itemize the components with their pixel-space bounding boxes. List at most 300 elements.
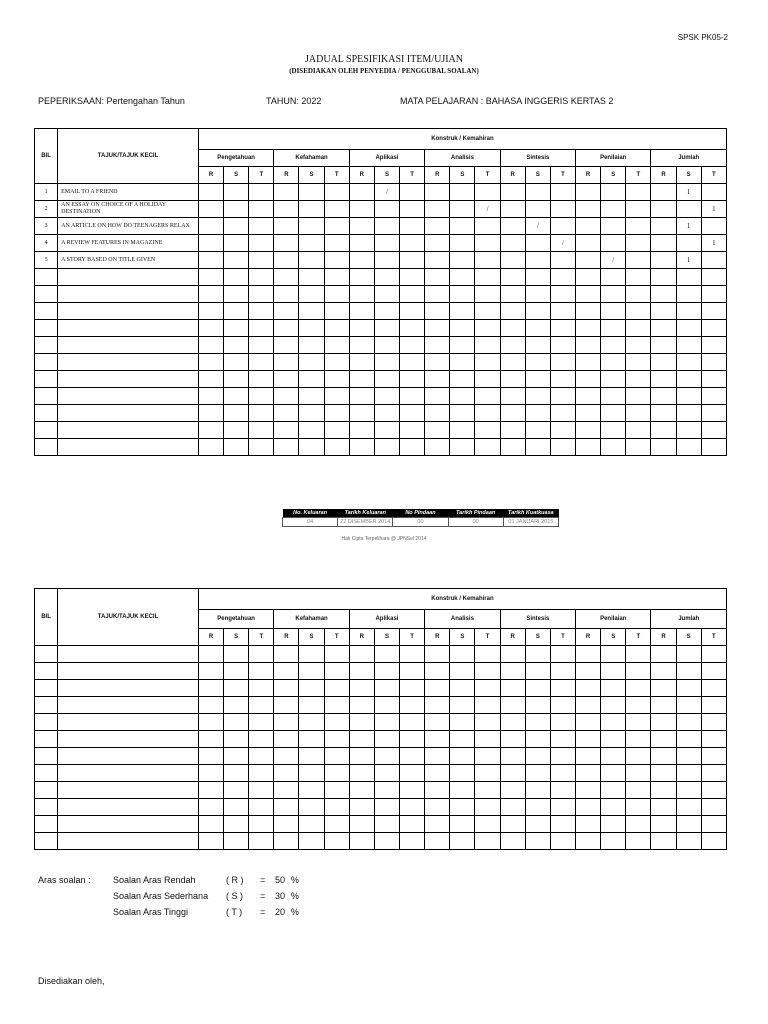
row-mark [601, 646, 626, 663]
row-mark [450, 765, 475, 782]
row-topic: A REVIEW FEATURES IN MAGAZINE [58, 235, 199, 252]
row-mark [425, 218, 450, 235]
row-mark [500, 235, 525, 252]
table-row [35, 697, 727, 714]
row-mark [550, 184, 575, 201]
row-mark [626, 337, 651, 354]
row-mark [425, 697, 450, 714]
row-mark [626, 303, 651, 320]
row-mark [400, 320, 425, 337]
row-mark [400, 646, 425, 663]
revision-header: Tarikh Keluaran [338, 509, 393, 518]
row-mark [550, 714, 575, 731]
row-mark [274, 235, 299, 252]
row-mark [676, 354, 701, 371]
row-mark [550, 833, 575, 850]
row-mark [324, 371, 349, 388]
row-mark [525, 646, 550, 663]
table-row [35, 371, 727, 388]
revision-header: Tarikh Pindaan [448, 509, 503, 518]
row-mark [550, 201, 575, 218]
row-mark [198, 697, 223, 714]
exam-field: PEPERIKSAAN: Pertengahan Tahun [38, 96, 185, 106]
row-topic [58, 269, 199, 286]
row-mark [224, 354, 249, 371]
level-header: S [601, 167, 626, 184]
row-mark [425, 252, 450, 269]
group-header: Analisis [425, 610, 500, 629]
spec-table-1 [34, 128, 727, 456]
table-row [35, 405, 727, 422]
row-mark [601, 303, 626, 320]
row-mark [525, 201, 550, 218]
row-mark [425, 405, 450, 422]
row-mark [550, 697, 575, 714]
row-mark [450, 833, 475, 850]
row-mark [475, 833, 500, 850]
row-mark [701, 663, 726, 680]
row-mark [374, 235, 399, 252]
row-mark [601, 439, 626, 456]
row-mark [425, 320, 450, 337]
row-topic: A STORY BASED ON TITLE GIVEN [58, 252, 199, 269]
row-mark [274, 218, 299, 235]
row-mark [525, 303, 550, 320]
row-mark [500, 782, 525, 799]
row-mark [400, 816, 425, 833]
row-mark [651, 337, 676, 354]
row-mark [349, 439, 374, 456]
row-mark [324, 320, 349, 337]
row-mark [676, 320, 701, 337]
row-mark [676, 235, 701, 252]
level-header: R [274, 167, 299, 184]
row-mark [249, 799, 274, 816]
row-mark [374, 663, 399, 680]
row-mark [224, 697, 249, 714]
row-mark [224, 184, 249, 201]
row-mark [299, 782, 324, 799]
row-mark [475, 748, 500, 765]
level-header: S [374, 629, 399, 646]
level-header: S [676, 167, 701, 184]
level-header: S [224, 629, 249, 646]
row-mark [374, 646, 399, 663]
row-mark [626, 422, 651, 439]
row-mark [626, 646, 651, 663]
row-mark [576, 816, 601, 833]
revision-header-row [283, 509, 559, 518]
row-mark [198, 388, 223, 405]
row-mark [400, 184, 425, 201]
row-mark [550, 748, 575, 765]
row-mark [425, 765, 450, 782]
row-mark [525, 371, 550, 388]
row-topic [58, 371, 199, 388]
row-mark [701, 422, 726, 439]
row-mark [425, 235, 450, 252]
row-topic [58, 388, 199, 405]
table-row [35, 646, 727, 663]
row-mark [475, 303, 500, 320]
row-mark [274, 439, 299, 456]
row-mark [500, 816, 525, 833]
row-mark [349, 816, 374, 833]
row-mark [651, 422, 676, 439]
row-mark [701, 765, 726, 782]
row-mark: 1 [701, 235, 726, 252]
row-mark [576, 354, 601, 371]
row-mark [500, 799, 525, 816]
row-mark [224, 371, 249, 388]
row-mark [576, 422, 601, 439]
row-mark [249, 405, 274, 422]
row-mark [525, 697, 550, 714]
row-mark [324, 252, 349, 269]
row-mark [450, 371, 475, 388]
row-mark [626, 184, 651, 201]
row-mark [324, 201, 349, 218]
row-mark [425, 799, 450, 816]
row-mark [550, 680, 575, 697]
row-mark [525, 731, 550, 748]
row-mark [701, 218, 726, 235]
row-mark [475, 388, 500, 405]
row-mark [374, 799, 399, 816]
row-mark [550, 439, 575, 456]
row-mark [324, 405, 349, 422]
row-mark [550, 799, 575, 816]
row-mark [374, 714, 399, 731]
year-field: TAHUN: 2022 [266, 96, 322, 106]
row-mark [601, 748, 626, 765]
row-number [35, 269, 58, 286]
row-mark [425, 422, 450, 439]
row-mark [576, 201, 601, 218]
row-mark [701, 714, 726, 731]
row-mark [525, 748, 550, 765]
row-mark [198, 782, 223, 799]
row-mark [676, 697, 701, 714]
row-mark [224, 303, 249, 320]
row-topic [58, 765, 199, 782]
row-mark [374, 697, 399, 714]
row-number [35, 439, 58, 456]
row-mark [198, 405, 223, 422]
row-mark [425, 748, 450, 765]
level-header: S [676, 629, 701, 646]
row-number [35, 286, 58, 303]
row-mark [274, 680, 299, 697]
table-row [35, 765, 727, 782]
row-mark [651, 354, 676, 371]
table-row [35, 218, 727, 235]
row-mark: / [475, 201, 500, 218]
row-mark [198, 680, 223, 697]
row-mark [400, 201, 425, 218]
row-mark [626, 782, 651, 799]
level-header: R [500, 629, 525, 646]
row-mark [324, 422, 349, 439]
row-mark [475, 765, 500, 782]
row-mark [525, 252, 550, 269]
row-mark [349, 799, 374, 816]
row-mark [400, 235, 425, 252]
row-mark [676, 337, 701, 354]
row-topic [58, 354, 199, 371]
level-header: T [701, 167, 726, 184]
row-mark [475, 422, 500, 439]
row-mark [626, 320, 651, 337]
level-header: S [224, 167, 249, 184]
row-mark [601, 269, 626, 286]
row-mark [249, 184, 274, 201]
table-header-row [35, 129, 727, 150]
revision-table [282, 509, 559, 527]
row-mark [651, 663, 676, 680]
row-topic [58, 816, 199, 833]
row-mark [249, 422, 274, 439]
row-mark [349, 405, 374, 422]
table-row [35, 201, 727, 218]
row-topic [58, 286, 199, 303]
row-mark [324, 731, 349, 748]
row-mark [701, 748, 726, 765]
row-mark [274, 697, 299, 714]
row-mark [425, 371, 450, 388]
row-mark [601, 337, 626, 354]
row-topic: EMAIL TO A FRIEND [58, 184, 199, 201]
row-topic [58, 714, 199, 731]
row-mark [198, 354, 223, 371]
row-mark [500, 405, 525, 422]
row-mark [576, 405, 601, 422]
row-mark [626, 816, 651, 833]
row-mark [475, 184, 500, 201]
row-mark [450, 184, 475, 201]
row-topic [58, 731, 199, 748]
row-mark [224, 201, 249, 218]
row-number [35, 833, 58, 850]
row-mark [400, 782, 425, 799]
row-mark [299, 303, 324, 320]
row-mark [324, 748, 349, 765]
row-mark [374, 748, 399, 765]
row-mark [249, 765, 274, 782]
document-subtitle: (DISEDIAKAN OLEH PENYEDIA / PENGGUBAL SOALAN) [289, 67, 479, 75]
group-header: Aplikasi [349, 150, 424, 167]
level-header: R [576, 167, 601, 184]
table-row [35, 286, 727, 303]
row-mark [676, 422, 701, 439]
row-mark [374, 405, 399, 422]
row-mark [400, 697, 425, 714]
row-mark [324, 816, 349, 833]
row-mark [676, 439, 701, 456]
row-mark [324, 269, 349, 286]
row-mark [676, 714, 701, 731]
row-mark [651, 184, 676, 201]
row-mark [349, 422, 374, 439]
row-mark [249, 218, 274, 235]
row-mark [198, 286, 223, 303]
row-mark [475, 799, 500, 816]
row-mark [576, 714, 601, 731]
revision-header: No Pindaan [393, 509, 448, 518]
bil-header: BIL [35, 589, 58, 646]
row-number [35, 303, 58, 320]
row-mark [651, 697, 676, 714]
row-mark [374, 201, 399, 218]
row-topic [58, 833, 199, 850]
row-mark [425, 663, 450, 680]
row-mark [349, 714, 374, 731]
row-mark [274, 765, 299, 782]
row-mark [601, 218, 626, 235]
row-mark [249, 646, 274, 663]
row-mark [374, 731, 399, 748]
row-mark [576, 680, 601, 697]
row-mark [425, 354, 450, 371]
aras-equals: = [260, 907, 266, 917]
row-mark [450, 269, 475, 286]
level-header: T [324, 167, 349, 184]
row-mark [425, 816, 450, 833]
level-header: T [550, 629, 575, 646]
row-mark [374, 218, 399, 235]
revision-value-row [283, 518, 559, 527]
group-header: Sintesis [500, 150, 575, 167]
level-header: R [198, 167, 223, 184]
row-mark [651, 833, 676, 850]
row-mark [299, 337, 324, 354]
row-mark [400, 337, 425, 354]
row-mark [550, 765, 575, 782]
row-mark [224, 714, 249, 731]
table-row [35, 354, 727, 371]
row-mark [701, 731, 726, 748]
row-mark [626, 286, 651, 303]
row-mark [525, 405, 550, 422]
row-mark [400, 833, 425, 850]
row-mark [550, 405, 575, 422]
group-header: Kefahaman [274, 150, 349, 167]
row-mark [450, 337, 475, 354]
row-mark [651, 235, 676, 252]
level-header: R [198, 629, 223, 646]
row-mark [651, 303, 676, 320]
row-mark [525, 816, 550, 833]
row-mark [324, 714, 349, 731]
row-mark [676, 388, 701, 405]
row-mark [450, 646, 475, 663]
row-mark [198, 201, 223, 218]
row-mark [626, 201, 651, 218]
row-mark [324, 799, 349, 816]
row-mark [374, 320, 399, 337]
row-mark [475, 371, 500, 388]
row-mark [249, 201, 274, 218]
row-mark [324, 303, 349, 320]
row-mark [374, 422, 399, 439]
row-mark [500, 765, 525, 782]
row-mark [576, 269, 601, 286]
row-mark [550, 252, 575, 269]
row-mark [274, 646, 299, 663]
row-mark [349, 371, 374, 388]
row-mark [601, 680, 626, 697]
row-mark [601, 816, 626, 833]
row-mark [299, 731, 324, 748]
row-mark [400, 252, 425, 269]
row-mark [601, 714, 626, 731]
row-mark [299, 388, 324, 405]
row-mark [475, 286, 500, 303]
row-mark [299, 646, 324, 663]
row-topic [58, 748, 199, 765]
row-mark [400, 269, 425, 286]
row-mark [198, 646, 223, 663]
row-mark [249, 663, 274, 680]
row-mark: / [374, 184, 399, 201]
level-header: S [450, 629, 475, 646]
row-mark [525, 184, 550, 201]
row-mark [299, 765, 324, 782]
row-number: 5 [35, 252, 58, 269]
row-mark [349, 303, 374, 320]
row-mark [249, 782, 274, 799]
row-mark [550, 286, 575, 303]
row-number [35, 371, 58, 388]
row-mark [299, 439, 324, 456]
row-mark [274, 663, 299, 680]
row-number [35, 697, 58, 714]
konstruk-header: Konstruk / Kemahiran [198, 589, 726, 610]
row-mark [349, 388, 374, 405]
row-topic [58, 646, 199, 663]
row-mark [299, 201, 324, 218]
group-header: Kefahaman [274, 610, 349, 629]
revision-value: 22 DISEMBER 2014 [338, 518, 393, 527]
row-mark [198, 252, 223, 269]
konstruk-header: Konstruk / Kemahiran [198, 129, 726, 150]
row-mark [425, 337, 450, 354]
row-mark [475, 782, 500, 799]
row-mark [224, 439, 249, 456]
row-mark [500, 337, 525, 354]
level-header: R [576, 629, 601, 646]
row-mark [601, 235, 626, 252]
level-header: R [349, 629, 374, 646]
row-mark [198, 799, 223, 816]
row-mark [651, 816, 676, 833]
row-mark [550, 663, 575, 680]
aras-value: 20 [275, 907, 286, 917]
row-mark [550, 422, 575, 439]
row-number [35, 422, 58, 439]
row-mark [425, 646, 450, 663]
row-mark [374, 354, 399, 371]
level-header: R [651, 629, 676, 646]
row-mark [626, 252, 651, 269]
row-mark [249, 269, 274, 286]
row-mark [701, 371, 726, 388]
row-mark [274, 422, 299, 439]
row-mark [324, 765, 349, 782]
row-mark [676, 782, 701, 799]
row-mark [299, 269, 324, 286]
row-mark [626, 235, 651, 252]
